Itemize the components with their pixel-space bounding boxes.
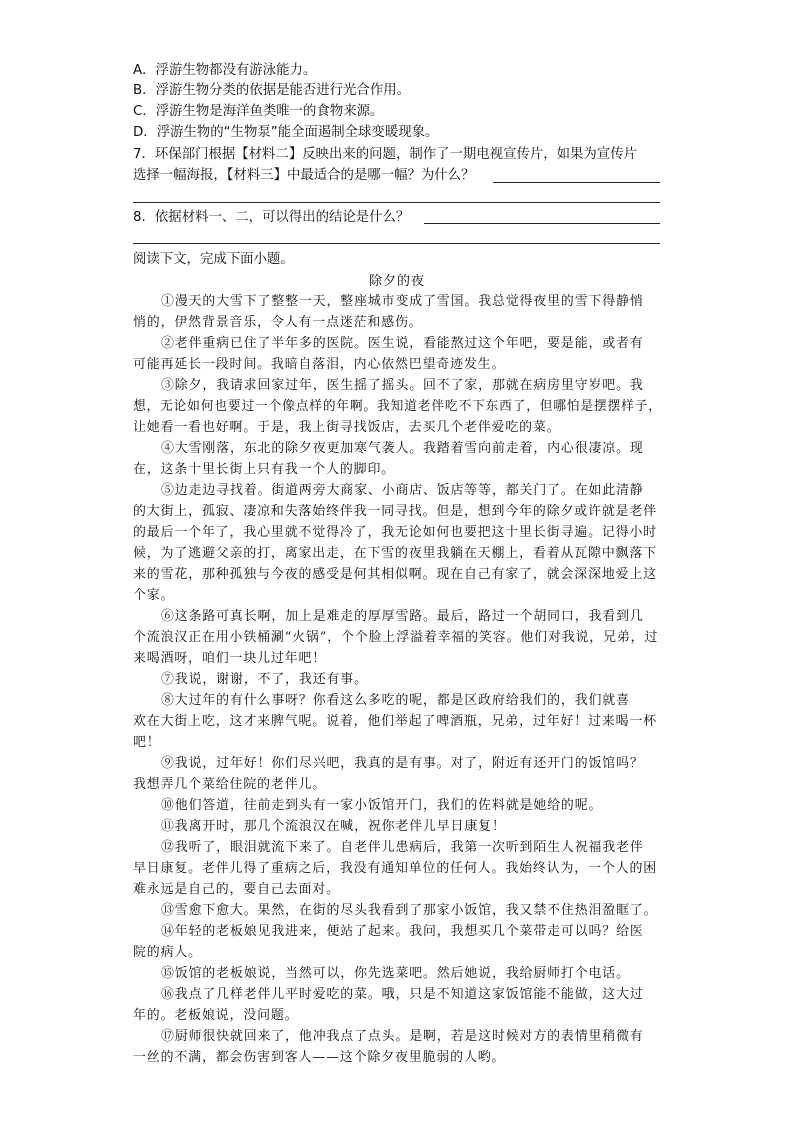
question-7-line-1: 7．环保部门根据【材料二】反映出来的问题，制作了一期电视宣传片，如果为宣传片: [133, 147, 637, 162]
paragraph-line: 悄的，伊然背景音乐，令人有一点迷茫和感伤。: [133, 315, 423, 330]
reading-instruction: 阅读下文，完成下面小题。: [133, 252, 294, 267]
question-8: 8．依据材料一、二，可以得出的结论是什么？: [133, 210, 410, 225]
paragraph-line: ⑬雪愈下愈大。果然，在街的尽头我看到了那家小饭馆，我又禁不住热泪盈眶了。: [161, 903, 658, 918]
paragraph-line: 个流浪汉正在用小铁桶涮“火锅”，个个脸上浮溢着幸福的笑容。他们对我说，兄弟，过: [133, 630, 659, 645]
paragraph-line: ⑨我说，过年好！你们尽兴吧，我真的是有事。对了，附近有还开门的饭馆吗？: [161, 756, 644, 771]
paragraph-line: ②老伴重病已住了半年多的医院。医生说，看能熬过这个年吧，要是能，或者有: [161, 336, 644, 351]
paragraph-line: ⑯我点了几样老伴儿平时爱吃的菜。哦，只是不知道这家饭馆能不能做，这大过: [161, 987, 644, 1002]
paragraph-line: ⑦我说，谢谢，不了，我还有事。: [161, 672, 368, 687]
paragraph-line: 个家。: [133, 588, 175, 603]
paragraph-line: ⑰厨师很快就回来了，他冲我点了点头。是啊，若是这时候对方的表情里稍微有: [161, 1029, 644, 1044]
choice-d: D．浮游生物的“生物泵”能全面遏制全球变暖现象。: [133, 125, 439, 140]
paragraph-line: ⑭年轻的老板娘见我进来，便站了起来。我问，我想买几个菜带走可以吗？给医: [161, 924, 644, 939]
essay-title: 除夕的夜: [368, 274, 425, 289]
paragraph-line: 的最后一个年了，我心里就不觉得冷了，我无论如何也要把这十里长街寻遍。记得小时: [133, 525, 658, 540]
paragraph-line: ⑫我听了，眼泪就流下来了。自老伴儿患病后，我第一次听到陌生人祝福我老伴: [161, 840, 644, 855]
paragraph-line: 的大街上，孤寂、凄凉和失落始终伴我一同寻找。但是，想到今年的除夕或许就是老伴: [133, 504, 658, 519]
paragraph-line: ⑮饭馆的老板娘说，当然可以，你先选菜吧。然后她说，我给厨师打个电话。: [161, 966, 630, 981]
question-7-line-2: 选择一幅海报，【材料三】中最适合的是哪一幅？为什么？: [133, 168, 475, 183]
paragraph-line: 候，为了逃避父亲的打，离家出走，在下雪的夜里我躺在天棚上，看着从瓦隙中飘落下: [133, 546, 658, 561]
paragraph-line: 欢在大街上吃，这才来脾气呢。说着，他们举起了啤酒瓶，兄弟，过年好！过来喝一杯: [133, 714, 658, 729]
choice-c: C．浮游生物是海洋鱼类唯一的食物来源。: [133, 104, 384, 119]
paragraph-line: 一丝的不满，都会伤害到客人——这个除夕夜里脆弱的人哟。: [133, 1050, 506, 1065]
paragraph-line: 我想弄几个菜给住院的老伴儿。: [133, 777, 327, 792]
paragraph-line: ③除夕，我请求回家过年，医生摇了摇头。回不了家，那就在病房里守岁吧。我: [161, 378, 644, 393]
paragraph-line: ⑪我离开时，那几个流浪汉在喊，祝你老伴儿早日康复！: [161, 819, 506, 834]
answer-blank-8b[interactable]: [133, 243, 660, 244]
answer-blank-7a[interactable]: [493, 182, 660, 183]
paragraph-line: 可能再延长一段时间。我暗自落泪，内心依然巴望奇迹发生。: [133, 357, 506, 372]
paragraph-line: ⑤边走边寻找着。街道两旁大商家、小商店、饭店等等，都关门了。在如此清静: [161, 483, 644, 498]
paragraph-line: 来喝酒呀，咱们一块儿过年吧！: [133, 651, 327, 666]
answer-blank-8a[interactable]: [424, 223, 660, 224]
paragraph-line: ④大雪刚落，东北的除夕夜更加寒气袭人。我踏着雪向前走着，内心很凄凉。现: [161, 441, 644, 456]
paragraph-line: 早日康复。老伴儿得了重病之后，我没有通知单位的任何人。我始终认为，一个人的困: [133, 861, 658, 876]
choice-b: B．浮游生物分类的依据是能否进行光合作用。: [133, 83, 410, 98]
paragraph-line: 吧！: [133, 735, 161, 750]
paragraph-line: 让她看一看也好啊。于是，我上街寻找饭店，去买几个老伴爱吃的菜。: [133, 420, 561, 435]
choice-a: A．浮游生物都没有游泳能力。: [133, 63, 317, 78]
paragraph-line: 来的雪花，那种孤独与今夜的感受是何其相似啊。现在自己有家了，就会深深地爱上这: [133, 567, 658, 582]
paragraph-line: ⑥这条路可真长啊，加上是难走的厚厚雪路。最后，路过一个胡同口，我看到几: [161, 609, 644, 624]
paragraph-line: ⑧大过年的有什么事呀？你看这么多吃的呢，都是区政府给我们的，我们就喜: [161, 693, 630, 708]
paragraph-line: 想，无论如何也要过一个像点样的年啊。我知道老伴吃不下东西了，但哪怕是摆摆样子，: [133, 399, 662, 414]
paragraph-line: ①漫天的大雪下了整整一天，整座城市变成了雪国。我总觉得夜里的雪下得静悄: [161, 294, 644, 309]
paragraph-line: 难永远是自己的，要自己去面对。: [133, 882, 340, 897]
paragraph-line: 年的。老板娘说，没问题。: [133, 1008, 299, 1023]
paragraph-line: 院的病人。: [133, 945, 202, 960]
paragraph-line: ⑩他们答道，往前走到头有一家小饭馆开门，我们的佐料就是她给的呢。: [161, 798, 603, 813]
paragraph-line: 在，这条十里长街上只有我一个人的脚印。: [133, 462, 396, 477]
answer-blank-7b[interactable]: [133, 202, 660, 203]
